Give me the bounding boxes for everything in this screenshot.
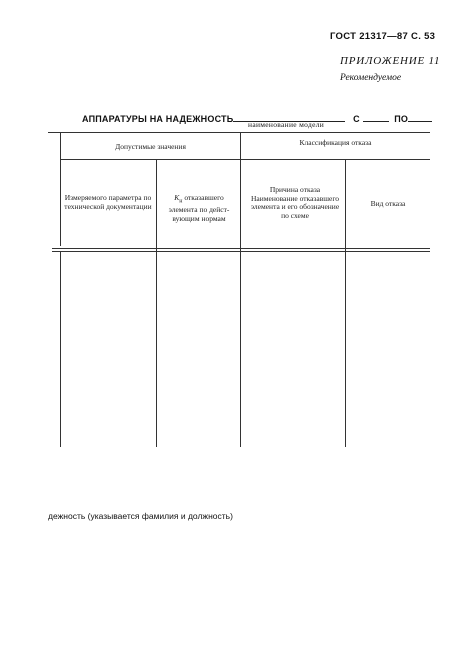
k-description: отказавшего элемента по действующим нормам bbox=[168, 193, 230, 223]
header-bottom-rule bbox=[52, 248, 430, 249]
k-subscript: н bbox=[179, 198, 183, 205]
from-date-field bbox=[363, 112, 389, 122]
column-header-failure-cause: Причина отказа Наименование отказавшего элемента и его обозначение по схеме bbox=[250, 185, 340, 220]
column-header-k-coefficient bbox=[160, 194, 238, 223]
appendix-status: Рекомендуемое bbox=[340, 73, 402, 83]
group-header-rule bbox=[60, 159, 430, 160]
table-left-border-lower bbox=[60, 251, 61, 447]
signature-line: дежность (указывается фамилия и должность) bbox=[48, 511, 233, 521]
to-date-field bbox=[408, 112, 432, 122]
header-bottom-rule-2 bbox=[52, 251, 430, 252]
column-header-failure-type: Вид отказа bbox=[370, 199, 406, 208]
k-symbol: K bbox=[174, 193, 180, 202]
standard-number: ГОСТ 21317—87 С. 53 bbox=[330, 31, 436, 42]
form-title: АППАРАТУРЫ НА НАДЕЖНОСТЬ bbox=[82, 114, 234, 124]
column-header-measured-parameter: Измеряемого параметра по технической документации bbox=[64, 193, 152, 211]
from-label: С bbox=[353, 114, 360, 124]
group-header-permissible: Допустимые значения bbox=[115, 142, 186, 151]
group-header-classification: Классификация отказа bbox=[299, 138, 372, 147]
column-divider-1 bbox=[156, 159, 157, 447]
appendix-heading: ПРИЛОЖЕНИЕ 11 bbox=[340, 55, 441, 67]
to-label: ПО bbox=[394, 114, 409, 124]
column-divider-2 bbox=[240, 132, 241, 447]
model-name-caption: наименование модели bbox=[248, 120, 325, 129]
table-top-rule bbox=[48, 132, 430, 133]
